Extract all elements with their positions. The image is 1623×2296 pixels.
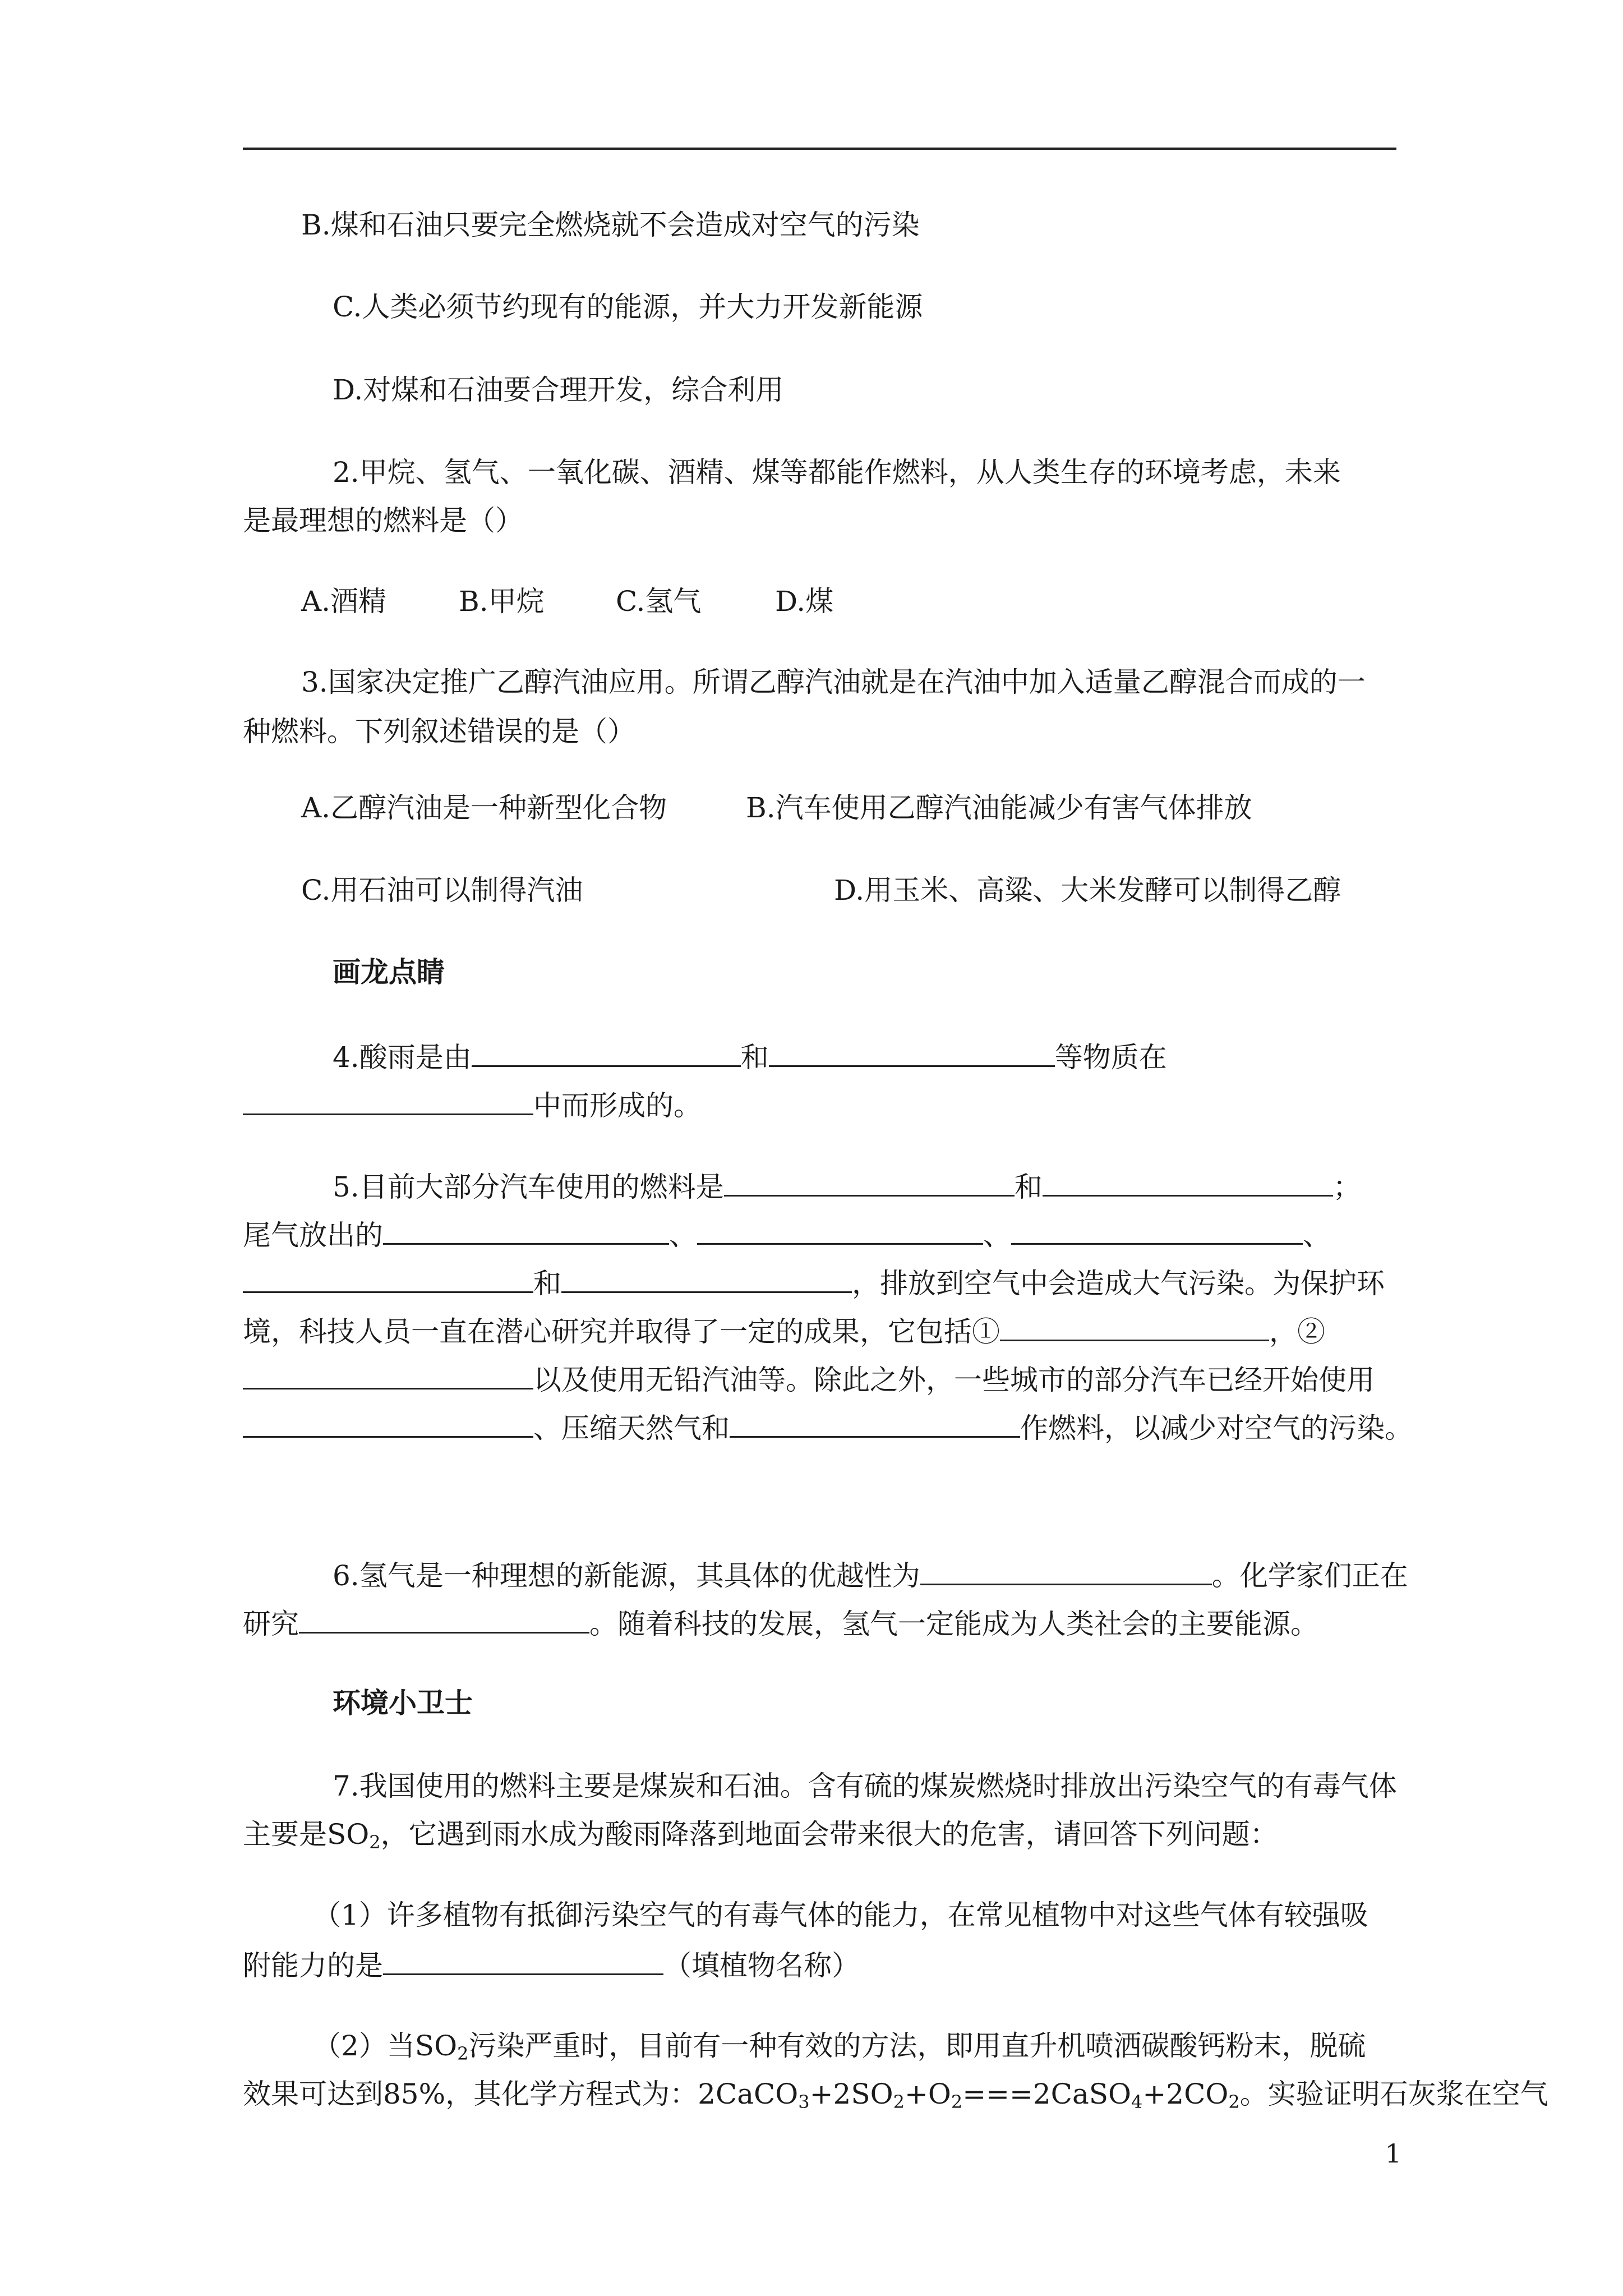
q7-2-sub: 2: [457, 2043, 469, 2064]
q4-text-d: 中而形成的。: [533, 1089, 702, 1122]
q2-option-a: A.酒精: [301, 585, 387, 618]
q5-text-d: 尾气放出的: [243, 1219, 383, 1251]
q7-2-eq-e: +2CO: [1142, 2078, 1229, 2110]
header-rule: [243, 148, 1396, 150]
q6-blank-2[interactable]: [299, 1605, 589, 1634]
q5-blank-10[interactable]: [243, 1409, 533, 1438]
q3-option-a: A.乙醇汽油是一种新型化合物: [301, 792, 667, 824]
q4-blank-1[interactable]: [472, 1038, 741, 1067]
q7-2-eq-s3: 2: [951, 2091, 963, 2113]
q5-blank-1[interactable]: [724, 1168, 1015, 1197]
q5-blank-8[interactable]: [1000, 1313, 1269, 1341]
q4-line-1: [333, 1038, 1167, 1074]
q2-option-b: B.甲烷: [459, 585, 545, 618]
q5-text-i: 以及使用无铅汽油等。除此之外，一些城市的部分汽车已经开始使用: [533, 1364, 1375, 1396]
q4-text-a: 4.酸雨是由: [333, 1041, 472, 1074]
q7-text-a: 主要是SO: [243, 1818, 370, 1851]
q3-option-d: D.用玉米、高粱、大米发酵可以制得乙醇: [834, 874, 1341, 907]
q5-blank-2[interactable]: [1043, 1168, 1333, 1197]
q6-text-d: 。随着科技的发展，氢气一定能成为人类社会的主要能源。: [589, 1608, 1318, 1640]
q5-text-k: 作燃料，以减少对空气的污染。: [1020, 1412, 1413, 1444]
q5-sep-2: 、: [983, 1219, 1011, 1251]
q5-blank-5[interactable]: [1011, 1216, 1303, 1245]
q7-1-text-b: （填植物名称）: [663, 1949, 860, 1982]
section-heading-2: 环境小卫士: [333, 1686, 473, 1719]
q5-text-j: 、压缩天然气和: [533, 1412, 730, 1444]
q7-line-2: [243, 1818, 1278, 1851]
q5-blank-9[interactable]: [243, 1361, 533, 1389]
q5-line-2: [243, 1216, 1331, 1252]
page-number: 1: [1385, 2138, 1401, 2169]
q3-line-2: 种燃料。下列叙述错误的是（）: [243, 715, 635, 748]
q5-line-5: [243, 1361, 1375, 1397]
q5-text-c: ；: [1332, 1171, 1361, 1203]
q7-text-b: ，它遇到雨水成为酸雨降落到地面会带来很大的危害，请回答下列问题：: [380, 1818, 1278, 1851]
q5-line-6: [243, 1409, 1413, 1445]
q7-2-eq-b: +2SO: [809, 2078, 893, 2110]
q5-sep-1: 、: [669, 1219, 697, 1251]
q7-2-eq-d: ===2CaSO: [962, 2078, 1131, 2110]
q7-1-line-1: （1）许多植物有抵御污染空气的有毒气体的能力，在常见植物中对这些气体有较强吸: [313, 1899, 1368, 1931]
q4-blank-2[interactable]: [769, 1038, 1055, 1067]
q6-text-a: 6.氢气是一种理想的新能源，其具体的优越性为: [333, 1559, 920, 1592]
q7-1-line-2: [243, 1947, 860, 1982]
q1-option-b: B.煤和石油只要完全燃烧就不会造成对空气的污染: [301, 209, 920, 241]
q7-2-eq-s4: 4: [1131, 2091, 1143, 2113]
q5-blank-7[interactable]: [561, 1264, 852, 1293]
q7-2-eq-f: 。实验证明石灰浆在空气: [1239, 2078, 1548, 2110]
q7-2-line-2: [243, 2077, 1548, 2111]
q7-2-text-a: （2）当SO: [313, 2030, 458, 2062]
q2-line-1: 2.甲烷、氢气、一氧化碳、酒精、煤等都能作燃料，从人类生存的环境考虑，未来: [333, 456, 1341, 489]
q1-option-c: C.人类必须节约现有的能源，并大力开发新能源: [333, 291, 923, 323]
q5-blank-6[interactable]: [243, 1264, 533, 1293]
q7-2-eq-s5: 2: [1228, 2091, 1240, 2113]
q5-line-3: [243, 1264, 1385, 1300]
q6-text-c: 研究: [243, 1608, 299, 1640]
q5-blank-11[interactable]: [730, 1409, 1020, 1438]
q7-2-line-1: [313, 2029, 1366, 2063]
q5-blank-4[interactable]: [697, 1216, 983, 1245]
q4-text-c: 等物质在: [1054, 1041, 1167, 1074]
q7-2-text-b: 污染严重时，目前有一种有效的方法，即用直升机喷洒碳酸钙粉末，脱硫: [468, 2030, 1366, 2062]
q5-text-h: ，②: [1269, 1315, 1325, 1348]
q7-2-eq-a: 效果可达到85%，其化学方程式为：2CaCO: [243, 2078, 799, 2110]
q5-text-e: 和: [533, 1267, 561, 1300]
q5-text-b: 和: [1014, 1171, 1043, 1203]
q4-text-b: 和: [740, 1041, 769, 1074]
q5-line-4: [243, 1313, 1325, 1349]
q5-line-1: [333, 1168, 1361, 1204]
q5-blank-3[interactable]: [383, 1216, 669, 1245]
q4-blank-3[interactable]: [243, 1087, 533, 1115]
q3-line-1: 3.国家决定推广乙醇汽油应用。所谓乙醇汽油就是在汽油中加入适量乙醇混合而成的一: [301, 666, 1366, 698]
q4-line-2: [243, 1087, 702, 1122]
q2-option-c: C.氢气: [616, 585, 702, 618]
q5-sep-3: 、: [1303, 1219, 1331, 1251]
q3-option-c: C.用石油可以制得汽油: [301, 874, 583, 907]
q6-text-b: 。化学家们正在: [1211, 1559, 1408, 1592]
section-heading-1: 画龙点睛: [333, 955, 445, 988]
q7-sub: 2: [369, 1832, 381, 1853]
q7-2-eq-s1: 3: [798, 2091, 810, 2113]
q6-blank-1[interactable]: [920, 1557, 1212, 1585]
q2-line-2: 是最理想的燃料是（）: [243, 504, 523, 537]
q7-line-1: 7.我国使用的燃料主要是煤炭和石油。含有硫的煤炭燃烧时排放出污染空气的有毒气体: [333, 1770, 1397, 1802]
q7-2-eq-s2: 2: [893, 2091, 905, 2113]
q2-option-d: D.煤: [775, 585, 834, 618]
q5-text-g: 境，科技人员一直在潜心研究并取得了一定的成果，它包括①: [243, 1315, 1000, 1348]
q6-line-1: [333, 1557, 1408, 1593]
q7-1-blank[interactable]: [383, 1947, 663, 1975]
q7-1-text-a: 附能力的是: [243, 1949, 383, 1982]
q3-option-b: B.汽车使用乙醇汽油能减少有害气体排放: [746, 792, 1252, 824]
q6-line-2: [243, 1605, 1318, 1641]
q7-2-eq-c: +O: [904, 2078, 951, 2110]
q1-option-d: D.对煤和石油要合理开发，综合利用: [333, 374, 784, 406]
q5-text-a: 5.目前大部分汽车使用的燃料是: [333, 1171, 724, 1203]
q5-text-f: ，排放到空气中会造成大气污染。为保护环: [852, 1267, 1385, 1300]
